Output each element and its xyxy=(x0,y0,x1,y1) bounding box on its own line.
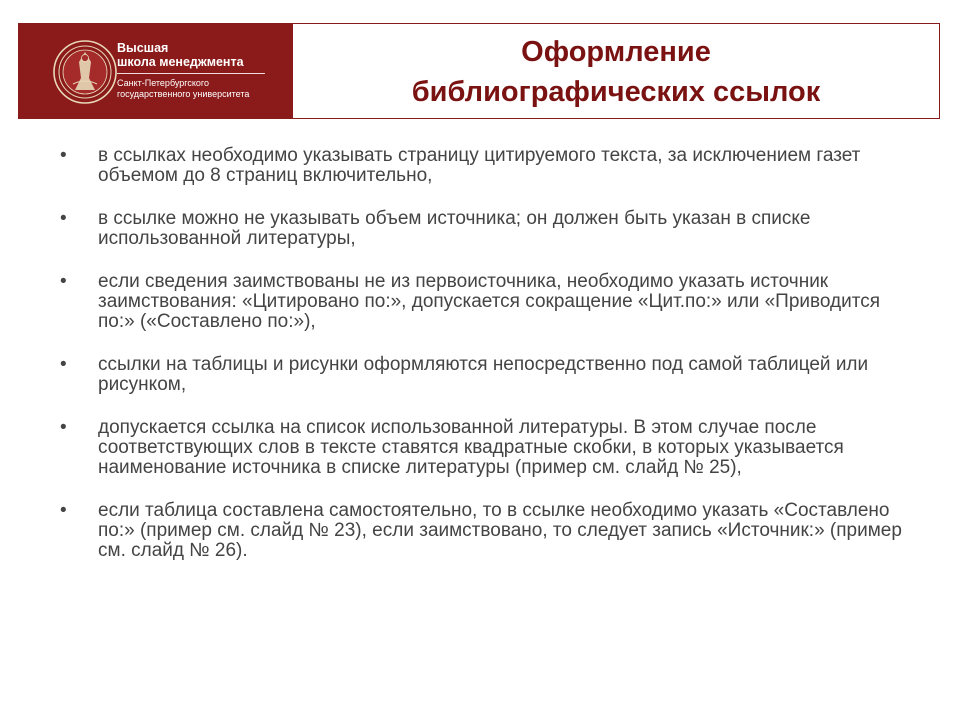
brand-line-4: государственного университета xyxy=(117,89,250,99)
bullet-text: ссылки на таблицы и рисунки оформляются непосредственно под самой таблицей или рисунком, xyxy=(98,354,869,395)
brand-line-2: школа менеджмента xyxy=(117,55,244,69)
slide-header xyxy=(18,23,940,119)
university-seal-icon xyxy=(51,38,119,106)
slide-title xyxy=(293,32,939,112)
bullet-item xyxy=(60,418,920,478)
bullet-marker: • xyxy=(60,271,67,292)
bullet-text: в ссылке можно не указывать объем источника; он должен быть указан в списке использованной литературы, xyxy=(98,208,811,249)
bullet-item xyxy=(60,146,920,186)
bullet-marker: • xyxy=(60,145,67,166)
brand-line-1: Высшая xyxy=(117,41,169,55)
logo-block xyxy=(19,24,293,118)
bullet-item xyxy=(60,209,920,249)
bullet-marker: • xyxy=(60,500,67,521)
bullet-list xyxy=(60,146,920,584)
title-line-2: библиографических ссылок xyxy=(411,76,821,108)
brand-divider xyxy=(117,73,265,74)
bullet-marker: • xyxy=(60,354,67,375)
bullet-item xyxy=(60,272,920,332)
bullet-text: если сведения заимствованы не из первоисточника, необходимо указать источник заимствования: «Цитировано по:», допускается сокращение «Цит.по:» или «Приводится по:» («Составлено по:»), xyxy=(98,271,881,332)
bullet-marker: • xyxy=(60,417,67,438)
title-line-1: Оформление xyxy=(521,36,711,68)
bullet-marker: • xyxy=(60,208,67,229)
bullet-text: если таблица составлена самостоятельно, то в ссылке необходимо указать «Составлено по:» (пример см. слайд № 23), если заимствовано, то следует запись «Источник:» (пример см. слайд № 26). xyxy=(98,500,902,561)
bullet-text: допускается ссылка на список использованной литературы. В этом случае после соответствующих слов в тексте ставятся квадратные скобки, в которых указывается наименование источника в списке литературы (пример см. слайд № 25), xyxy=(98,417,844,478)
bullet-item xyxy=(60,355,920,395)
brand-line-3: Санкт-Петербургского xyxy=(117,78,210,88)
bullet-item xyxy=(60,501,920,561)
brand-text xyxy=(117,41,265,100)
bullet-text: в ссылках необходимо указывать страницу цитируемого текста, за исключением газет объемом до 8 страниц включительно, xyxy=(98,145,861,186)
